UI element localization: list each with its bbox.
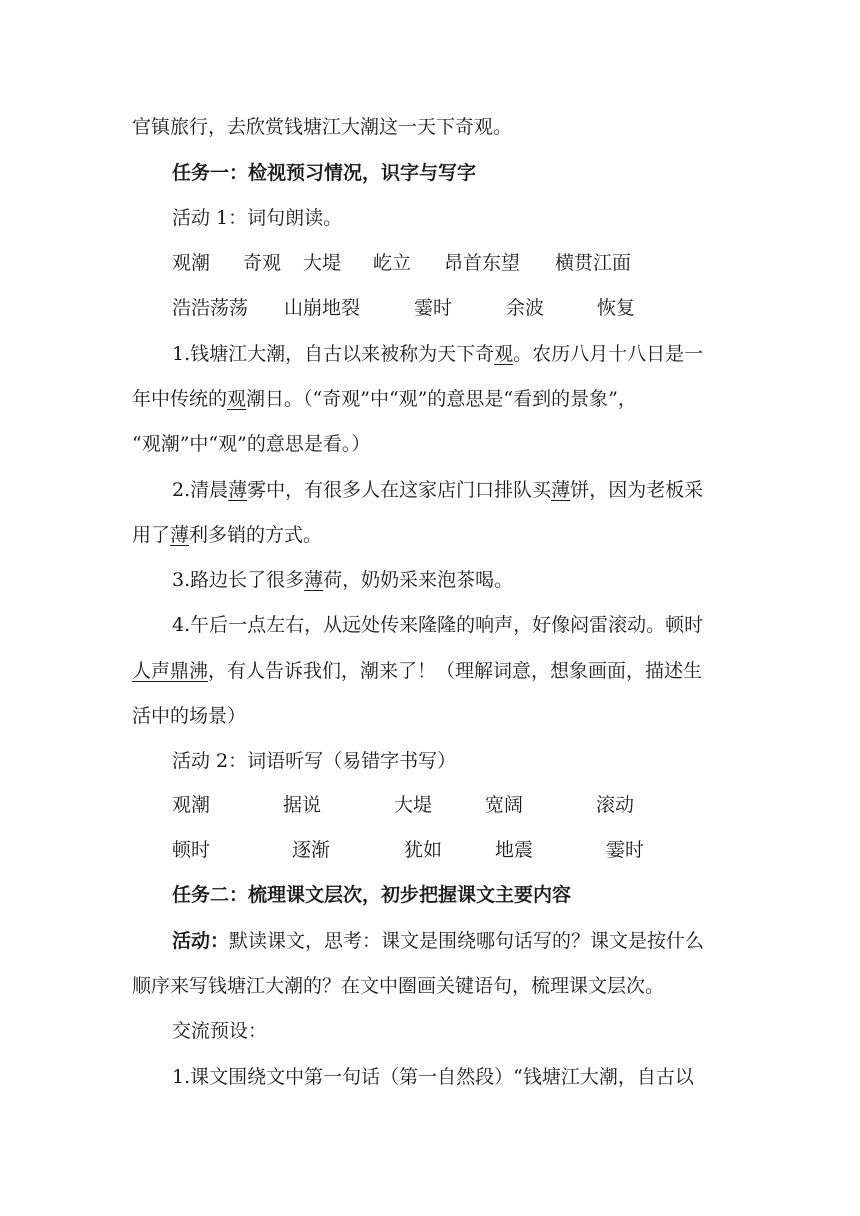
word-item: 昂首东望 [444, 252, 521, 274]
word-item: 奇观 [243, 252, 282, 274]
word-item: 横贯江面 [555, 252, 632, 274]
activity-three-line-2: 顺序来写钱塘江大潮的？在文中圈画关键语句，梳理课文层次。 [132, 975, 665, 997]
activity-one-label: 活动 1：词句朗读。 [172, 207, 343, 229]
activity-three-line-1: 活动：默读课文，思考：课文是围绕哪句话写的？课文是按什么 [172, 930, 705, 952]
word-item: 屹立 [373, 252, 412, 274]
dictation-row-1 [0, 792, 860, 818]
word-item: 据说 [283, 794, 322, 816]
word-item: 霎时 [414, 297, 453, 319]
word-item: 山崩地裂 [284, 297, 361, 319]
task-one-heading: 任务一：检视预习情况，识字与写字 [172, 162, 477, 184]
sentence-1-line-3: “观潮”中“观”的意思是看。） [132, 433, 371, 455]
word-item: 地震 [495, 839, 534, 861]
sentence-4-line-1: 4.午后一点左右，从远处传来隆隆的响声，好像闷雷滚动。顿时 [172, 614, 704, 636]
sentence-1-line-2: 年中传统的观潮日。（“奇观”中“观”的意思是“看到的景象”， [132, 388, 637, 410]
sentence-3-line-1: 3.路边长了很多薄荷，奶奶采来泡茶喝。 [172, 569, 514, 591]
word-item: 犹如 [404, 839, 443, 861]
paragraph-line: 官镇旅行，去欣赏钱塘江大潮这一天下奇观。 [132, 116, 513, 138]
activity-two-label: 活动 2：词语听写（易错字书写） [172, 750, 457, 772]
sentence-4-line-2: 人声鼎沸，有人告诉我们，潮来了！（理解词意，想象画面，描述生 [132, 660, 703, 682]
word-item: 宽阔 [485, 794, 524, 816]
sentence-2-line-2: 用了薄利多销的方式。 [132, 524, 323, 546]
sentence-4-line-3: 活中的场景） [132, 705, 247, 727]
word-row-2 [0, 295, 860, 321]
word-item: 观潮 [172, 794, 211, 816]
word-row-1 [0, 250, 860, 276]
word-item: 恢复 [597, 297, 636, 319]
word-item: 余波 [506, 297, 545, 319]
word-item: 滚动 [596, 794, 635, 816]
word-item: 霎时 [606, 839, 645, 861]
preset-item-1: 1.课文围绕文中第一句话（第一自然段）“钱塘江大潮，自古以 [172, 1066, 694, 1088]
word-item: 逐渐 [292, 839, 331, 861]
dictation-row-2 [0, 837, 860, 863]
sentence-2-line-1: 2.清晨薄雾中，有很多人在这家店门口排队买薄饼，因为老板采 [172, 479, 704, 501]
word-item: 大堤 [394, 794, 433, 816]
word-item: 大堤 [303, 252, 342, 274]
word-item: 顿时 [172, 839, 211, 861]
word-item: 观潮 [172, 252, 211, 274]
task-two-heading: 任务二：梳理课文层次，初步把握课文主要内容 [172, 884, 572, 906]
preset-label: 交流预设： [172, 1020, 268, 1042]
word-item: 浩浩荡荡 [172, 297, 249, 319]
sentence-1-line-1: 1.钱塘江大潮，自古以来被称为天下奇观。农历八月十八日是一 [172, 343, 704, 365]
